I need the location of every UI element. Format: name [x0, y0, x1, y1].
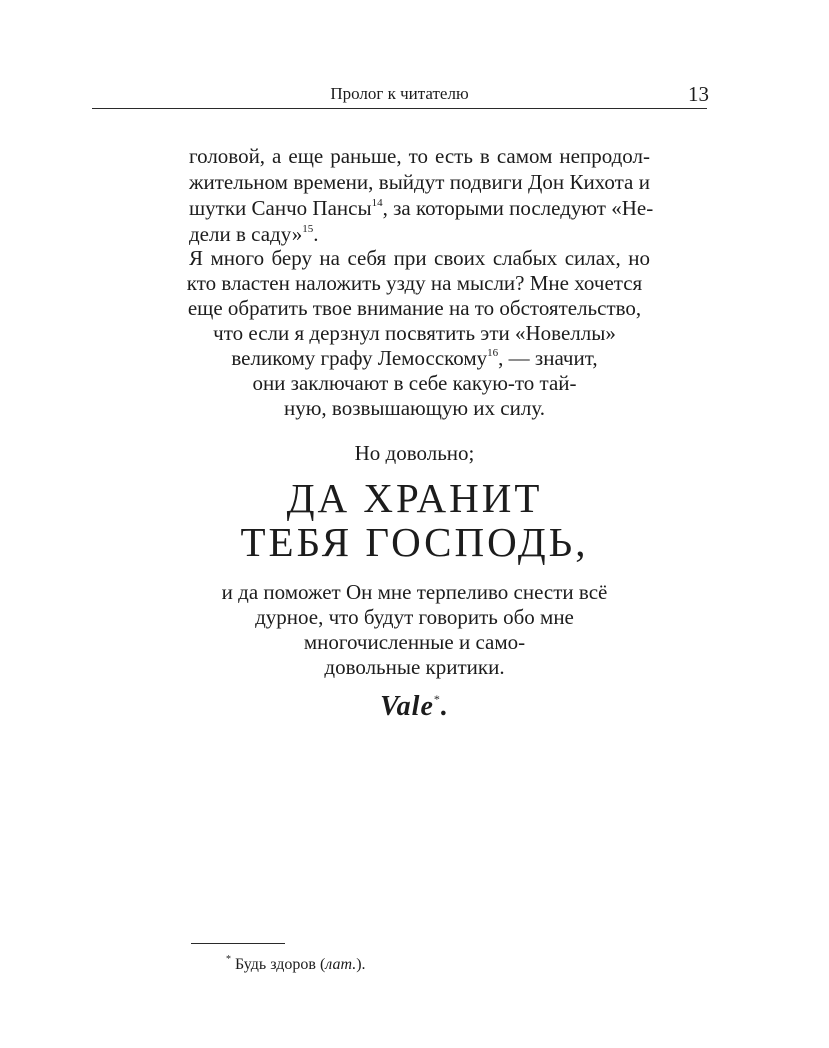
- text-line: головой, а еще раньше, то есть в самом непродол-: [189, 144, 650, 168]
- footnote-text: Будь здоров (: [235, 956, 326, 973]
- text-fragment: шутки Санчо Пансы: [189, 196, 372, 220]
- text-line: довольные критики.: [324, 655, 505, 679]
- footnote-ref: 16: [487, 347, 499, 359]
- footnote-close: ).: [356, 956, 366, 973]
- footnote-ref: 14: [371, 197, 383, 209]
- text-line: [189, 221, 319, 247]
- text-fragment: .: [313, 222, 319, 246]
- footnote-ref: 15: [302, 223, 314, 235]
- footnote: [226, 956, 366, 974]
- text-fragment: великому графу Лемосскому: [231, 346, 488, 370]
- blessing-heading-line2: ТЕБЯ ГОСПОДЬ,: [240, 519, 589, 565]
- blessing-heading-line1: ДА ХРАНИТ: [286, 475, 543, 521]
- closing-enough: Но довольно;: [354, 441, 475, 465]
- text-line: и да поможет Он мне терпеливо снести всё: [221, 580, 608, 604]
- text-line: многочисленные и само-: [303, 630, 526, 654]
- vale-signoff: [0, 691, 829, 723]
- footnote-abbr: лат.: [325, 956, 357, 973]
- text-line: они заключают в себе какую-то тай-: [252, 371, 577, 395]
- header-rule: [92, 108, 707, 109]
- text-line: ную, возвышающую их силу.: [284, 396, 545, 420]
- text-fragment: , за которыми последуют «Не-: [382, 196, 654, 220]
- page-number: 13: [688, 82, 709, 106]
- text-line: жительном времени, выйдут подвиги Дон Кихота и: [189, 170, 650, 194]
- text-line: дурное, что будут говорить обо мне: [255, 605, 574, 629]
- text-line: кто властен наложить узду на мысли? Мне хочется: [186, 271, 643, 295]
- text-fragment: дели в саду»: [189, 222, 303, 246]
- vale-word: Vale: [380, 691, 434, 722]
- footnote-mark: *: [226, 954, 231, 965]
- text-line: что если я дерзнул посвятить эти «Новеллы»: [213, 321, 616, 345]
- footnote-ref: *: [433, 692, 441, 706]
- text-line: еще обратить твое внимание на то обстоятельство,: [187, 296, 642, 320]
- text-line: [189, 195, 654, 221]
- header-title: Пролог к читателю: [330, 84, 469, 103]
- text-fragment: , — значит,: [498, 346, 598, 370]
- vale-period: .: [440, 691, 449, 722]
- footnote-rule: [191, 943, 285, 944]
- text-line: Я много беру на себя при своих слабых силах, но: [189, 246, 650, 270]
- text-line: [0, 345, 829, 371]
